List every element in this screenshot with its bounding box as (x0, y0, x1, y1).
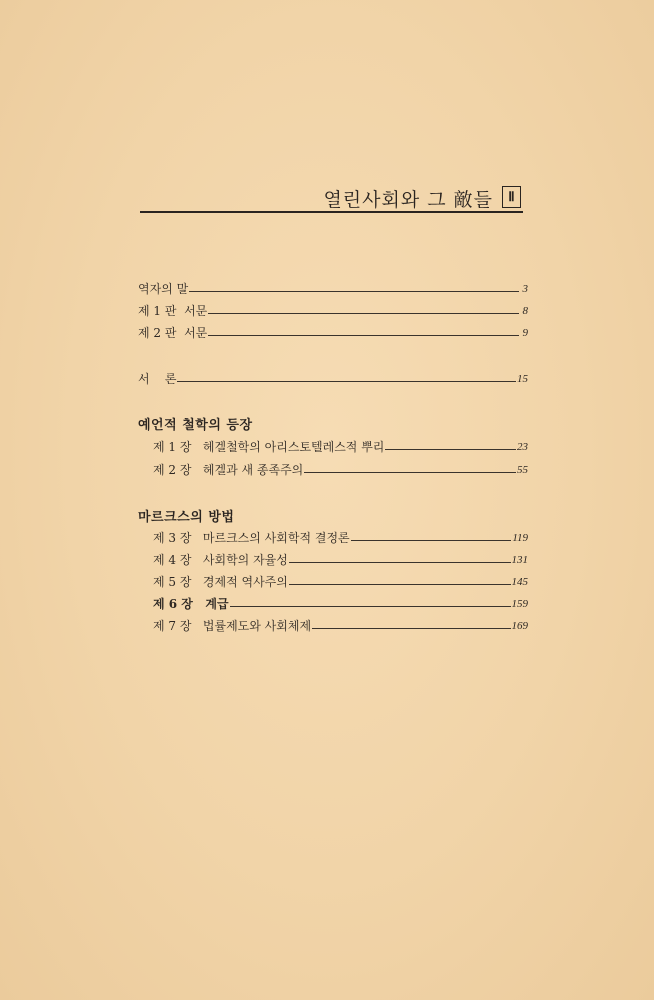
dot-leader (385, 449, 516, 450)
toc-entry-label: 역자의 말 (138, 282, 189, 296)
toc-entry-chapter-3[interactable] (153, 526, 528, 546)
dot-leader (289, 584, 511, 585)
toc-entry-chapter-5[interactable] (153, 570, 528, 590)
toc-entry-introduction[interactable] (138, 367, 528, 387)
toc-entry-label: 제 3 장 마르크스의 사회학적 결정론 (153, 531, 350, 545)
toc-entry-label: 제 1 판 서문 (138, 304, 208, 318)
toc-entry-page: 169 (511, 620, 528, 632)
toc-entry-translator-note[interactable] (138, 277, 528, 297)
toc-entry-label: 제 2 판 서문 (138, 326, 208, 340)
toc-entry-chapter-2[interactable] (153, 458, 528, 478)
toc-entry-page: 23 (517, 441, 528, 453)
toc-entry-preface-1[interactable] (138, 299, 528, 319)
toc-entry-label: 제 1 장 헤겔철학의 아리스토텔레스적 뿌리 (153, 440, 385, 454)
toc-entry-page: 145 (511, 576, 528, 588)
toc-entry-chapter-4[interactable] (153, 548, 528, 568)
dot-leader (312, 628, 510, 629)
toc-entry-page: 119 (512, 532, 528, 544)
part-title-2: 마르크스의 방법 (138, 510, 235, 525)
part-title-1: 예언적 철학의 등장 (138, 418, 253, 433)
dot-leader (208, 335, 519, 336)
toc-entry-page: 9 (522, 327, 528, 339)
toc-entry-page: 3 (522, 283, 528, 295)
toc-entry-preface-2[interactable] (138, 321, 528, 341)
dot-leader (351, 540, 512, 541)
book-title: 열린사회와 그 敵들 (323, 189, 493, 211)
volume-badge: Ⅱ (502, 186, 521, 208)
dot-leader (208, 313, 519, 314)
toc-entry-page: 55 (517, 464, 528, 476)
dot-leader (304, 472, 516, 473)
toc-entry-chapter-7[interactable] (153, 614, 528, 634)
dot-leader (189, 291, 519, 292)
dot-leader (177, 381, 516, 382)
dot-leader (289, 562, 511, 563)
dot-leader (230, 606, 511, 607)
toc-entry-page: 15 (517, 373, 528, 385)
toc-entry-label: 제 5 장 경제적 역사주의 (153, 575, 288, 589)
toc-entry-label: 제 6 장 계급 (153, 597, 229, 611)
toc-entry-chapter-6[interactable] (153, 592, 528, 612)
toc-entry-page: 159 (511, 598, 528, 610)
toc-entry-label: 서 론 (138, 372, 177, 386)
toc-entry-page: 8 (522, 305, 528, 317)
toc-entry-label: 제 7 장 법률제도와 사회체제 (153, 619, 312, 633)
toc-entry-chapter-1[interactable] (153, 435, 528, 455)
toc-entry-label: 제 2 장 헤겔과 새 종족주의 (153, 463, 304, 477)
toc-entry-label: 제 4 장 사회학의 자율성 (153, 553, 288, 567)
toc-entry-page: 131 (511, 554, 528, 566)
